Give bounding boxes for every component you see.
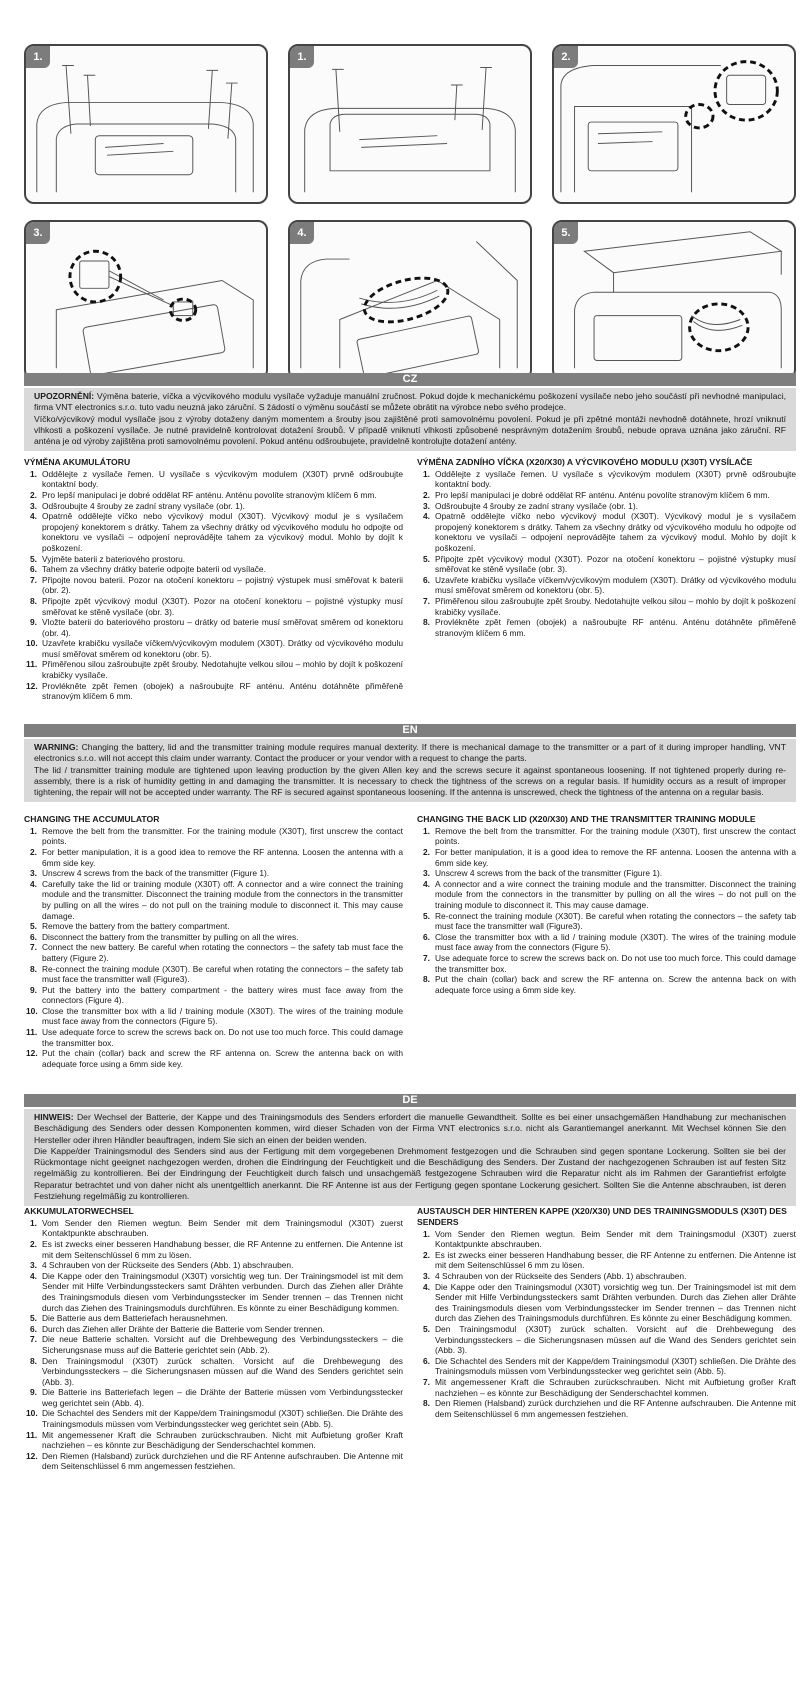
step-item — [24, 681, 403, 702]
step-item — [417, 1398, 796, 1419]
figure-2-drawing — [554, 46, 794, 202]
step-number: 4. — [30, 1270, 37, 1281]
step-number: 8. — [423, 1398, 430, 1409]
step-item — [24, 501, 403, 512]
step-text: Vom Sender den Riemen wegtun. Beim Sender mit dem Trainingsmodul (X30T) zuerst Kontaktpunkte abschrauben. — [42, 1217, 403, 1239]
step-item — [417, 575, 796, 596]
step-item — [24, 921, 403, 932]
figure-3 — [24, 220, 268, 380]
step-number: 7. — [30, 942, 37, 953]
figure-4 — [288, 220, 532, 380]
step-item — [24, 554, 403, 565]
step-number: 1. — [30, 825, 37, 836]
step-number: 8. — [30, 1355, 37, 1366]
step-item — [24, 1408, 403, 1429]
step-item — [417, 932, 796, 953]
step-item — [24, 596, 403, 617]
steps-list — [417, 469, 796, 639]
step-item — [417, 511, 796, 553]
column-heading: AUSTAUSCH DER HINTEREN KAPPE (X20/X30) UND DES TRAININGSMODULS (X30T) DES SENDERS — [417, 1206, 787, 1227]
step-number: 8. — [423, 617, 430, 628]
step-item — [417, 1324, 796, 1356]
step-text: Den Trainingsmodul (X30T) zurück schalten. Vorsicht auf die Drehbewegung des Verbindungssteckers – die Sicherungsnasen müssen auf die Wand des Senders gerichtet sein (Abb. 3). — [42, 1355, 403, 1387]
step-number: 10. — [26, 1408, 38, 1419]
figure-number: 1. — [26, 46, 50, 68]
step-number: 4. — [423, 878, 430, 889]
step-item — [24, 1027, 403, 1048]
step-item — [417, 469, 796, 490]
step-text: Die Kappe oder den Trainingsmodul (X30T) vorsichtig weg tun. Der Trainingsmodel ist mit dem Sender mit Hilfe Verbindungssteckers samt Drähten verbunden. Durch das Ziehen aller Drähte des Trainingsmoduls diesen vom Verbindungsstecker im Sender trennen – das Trennen nicht durch das Ziehen des Trainingsmoduls durchführen. Es könnte zu einer Beschädigung kommen. — [42, 1270, 403, 1313]
step-item — [417, 554, 796, 575]
step-text: Remove the belt from the transmitter. For the training module (X30T), first unscrew the contact points. — [435, 825, 796, 847]
step-number: 8. — [30, 963, 37, 974]
step-text: Die neue Batterie schalten. Vorsicht auf die Drehbewegung des Verbindungssteckers – die Sicherungsnase muss auf die Batterie gerichtet sein (Abb. 2). — [42, 1334, 403, 1355]
step-number: 5. — [423, 553, 430, 564]
step-item — [417, 868, 796, 879]
step-number: 1. — [423, 825, 430, 836]
steps-list — [24, 469, 403, 702]
column-right — [417, 457, 796, 702]
step-number: 2. — [30, 489, 37, 500]
step-text: Pro lepší manipulaci je dobré oddělat RF anténu. Anténu povolíte stranovým klíčem 6 mm. — [435, 489, 770, 500]
step-number: 2. — [423, 1249, 430, 1260]
step-item — [24, 1387, 403, 1408]
step-text: Re-connect the training module (X30T). Be careful when rotating the connectors – the safety tab must face the transmitter wall (Figure3). — [42, 963, 403, 985]
step-number: 9. — [30, 617, 37, 628]
warning-paragraph — [34, 391, 786, 414]
figure-1b-drawing — [290, 46, 530, 202]
step-item — [24, 490, 403, 501]
step-text: Tahem za všechny drátky baterie odpojte baterii od vysílače. — [42, 564, 266, 575]
step-number: 3. — [423, 500, 430, 511]
step-text: Re-connect the training module (X30T). Be careful when rotating the connectors – the safety tab must face the transmitter wall (Figure3). — [435, 910, 796, 932]
step-number: 5. — [30, 921, 37, 932]
step-item — [24, 638, 403, 659]
column-left — [24, 1206, 403, 1472]
step-text: Die Batterie aus dem Batteriefach herausnehmen. — [42, 1313, 228, 1324]
column-left — [24, 457, 403, 702]
step-item — [24, 659, 403, 680]
step-text: Připojte novou baterii. Pozor na otočení konektoru – pojistný výstupek musí směřovat k baterii (obr. 2). — [42, 574, 403, 596]
step-item — [24, 1430, 403, 1451]
step-item — [24, 617, 403, 638]
step-item — [24, 1356, 403, 1388]
step-item — [24, 826, 403, 847]
step-text: Es ist zwecks einer besseren Handhabung besser, die RF Antenne zu entfernen. Die Antenne ist mit dem Seitenschlüssel 6 mm zu lösen. — [42, 1238, 403, 1260]
step-item — [24, 1334, 403, 1355]
step-number: 6. — [30, 1323, 37, 1334]
step-number: 2. — [30, 846, 37, 857]
step-item — [24, 1451, 403, 1472]
step-text: Put the chain (collar) back and screw the RF antenna on. Screw the antenna back on with adequate force using a 6mm side key. — [435, 974, 796, 995]
step-text: Přiměřenou silou zašroubujte zpět šrouby. Nedotahujte velkou silou – mohlo by dojít k poškození krabičky vysílače. — [42, 659, 403, 681]
step-item — [417, 953, 796, 974]
step-text: Den Riemen (Halsband) zurück durchziehen und die RF Antenne aufschrauben. Die Antenne mit dem Seitenschlüssel 6 mm angemessen festziehen. — [42, 1450, 403, 1472]
warning-paragraph — [34, 742, 786, 765]
step-item — [24, 847, 403, 868]
step-number: 5. — [423, 1323, 430, 1334]
step-text: Opatrně oddělejte víčko nebo výcvikový modul (X30T). Výcvikový modul je s vysílačem propojený konektorem s drátky. Tahem za všechny drátky od výcvikového modulu ho odpojte od konektoru ve vysílači – odpojení neprovádějte tahem za výcvikový modul. Mohlo by dojít k poškození. — [435, 511, 796, 553]
step-number: 12. — [26, 1450, 38, 1461]
step-item — [417, 501, 796, 512]
step-number: 3. — [30, 500, 37, 511]
steps-list — [24, 826, 403, 1070]
step-number: 3. — [30, 1260, 37, 1271]
step-text: Put the battery into the battery compartment - the battery wires must face away from the connectors (Figure 4). — [42, 984, 403, 1006]
step-item — [417, 1250, 796, 1271]
step-item — [24, 1271, 403, 1313]
step-number: 12. — [26, 680, 38, 691]
step-text: Provlékněte zpět řemen (obojek) a našroubujte RF anténu. Anténu dotáhněte přiměřeně stranovým klíčem 6 mm. — [435, 617, 796, 638]
step-number: 11. — [26, 1027, 38, 1038]
figure-1a — [24, 44, 268, 204]
step-item — [24, 1048, 403, 1069]
figure-grid — [24, 44, 796, 380]
figure-number: 5. — [554, 222, 578, 244]
step-number: 4. — [423, 511, 430, 522]
step-number: 6. — [423, 931, 430, 942]
step-text: Connect the new battery. Be careful when rotating the connectors – the safety tab must face the battery (Figure 2). — [42, 942, 403, 963]
warning-text: Der Wechsel der Batterie, der Kappe und des Trainingsmoduls des Senders erfordert die manuelle Gewandtheit. Sollte es bei einer unsachgemäßen Handhabung zur mechanischen Beschädigung des Senders oder dessen Komponenten kommen, wird dieser Schaden von der Firma VNT electronics s.r.o. nicht als Garantiemangel anerkannt. Mit Wechsel können Sie den Hersteller oder ihren Händler beauftragen, indem Sie sich an einen der beiden wenden. — [34, 1112, 787, 1145]
figure-3-drawing — [26, 222, 266, 378]
step-number: 1. — [30, 1217, 37, 1228]
step-text: Remove the battery from the battery compartment. — [42, 921, 230, 932]
step-text: Put the chain (collar) back and screw the RF antenna on. Screw the antenna back on with adequate force using a 6mm side key. — [42, 1048, 403, 1069]
step-number: 10. — [26, 638, 38, 649]
warning-paragraph: The lid / transmitter training module are tightened upon leaving production by the given Allen key and the screws secure it against spontaneous loosening. If not tightened properly during re-assembly, there is a risk of humidity getting in and damaging the transmitter. It is necessary to check the tightness of the screws on a regular basis. If humidity occurs as a result of improper tightening, the repair will not be accepted under warranty. The RF is secured against spontaneous loosening. If the antenna is unscrewed, check the tightness of the antenna on a regular basis. — [34, 764, 786, 798]
step-number: 3. — [30, 868, 37, 879]
warning-lead: UPOZORNĚNÍ: — [34, 391, 95, 401]
step-text: Mit angemessener Kraft die Schrauben zurückschrauben. Nicht mit Aufbietung großer Kraft nachziehen – es könnte zur Beschädigung der Senderschachtel kommen. — [435, 1376, 796, 1398]
step-number: 11. — [26, 659, 38, 670]
step-number: 7. — [30, 574, 37, 585]
column-heading: CHANGING THE ACCUMULATOR — [24, 814, 160, 824]
step-number: 4. — [30, 878, 37, 889]
step-number: 10. — [26, 1005, 38, 1016]
section-label-cz: CZ — [24, 373, 796, 386]
step-number: 5. — [30, 1313, 37, 1324]
step-number: 12. — [26, 1048, 38, 1059]
step-number: 3. — [423, 868, 430, 879]
step-text: Odšroubujte 4 šrouby ze zadní strany vysílače (obr. 1). — [435, 500, 638, 511]
step-text: Close the transmitter box with a lid / training module (X30T). The wires of the training module must face away from the connectors (Figure 5). — [435, 931, 796, 953]
instructions-de — [24, 1206, 796, 1472]
column-left — [24, 814, 403, 1069]
warning-paragraph: Die Kappe/der Trainingsmodul des Senders sind aus der Fertigung mit dem vorgegebenen Drehmoment festgezogen und die Schrauben sind gegen spontane Lockerung. Sollten sie bei der Rückmontage nicht geeignet nachgezogen werden, drohen die Eindringung der Feuchtigkeit und die Beschädigung des Senders. Der Zustand der nachgezogenen Schrauben ist auf festen Sitz regelmäßig zu kontrollieren. Bei der Eindringung der Feuchtigkeit durch falsch und unsachgemäß festgezogene Schrauben wird die Reparatur nicht als im Rahmen der Garantiefrist erfolgte Reparatur betrachtet und von daher nicht als unentgeltlich anerkannt. Die RF Antenne ist aus der Fertigung gegen spontane Lockerung gesichert. Sollten Sie die Antenne abschrauben, ist deren Festziehung regelmäßig zu kontrollieren. — [34, 1145, 786, 1202]
steps-list — [24, 1218, 403, 1472]
step-text: A connector and a wire connect the training module and the transmitter. Disconnect the training module from the connectors in the transmitter by pulling on all the wires – do not pull on the training module to disconnect it. This may cause damage. — [435, 878, 796, 910]
step-number: 1. — [423, 1228, 430, 1239]
step-text: Unscrew 4 screws from the back of the transmitter (Figure 1). — [42, 868, 270, 879]
figure-1a-drawing — [26, 46, 266, 202]
step-text: Remove the belt from the transmitter. For the training module (X30T), first unscrew the contact points. — [42, 825, 403, 847]
step-text: Uzavřete krabičku vysílače víčkem/výcvikovým modulem (X30T). Drátky od výcvikového modulu musí směřovat směrem od konektoru (obr. 5). — [435, 574, 796, 596]
step-number: 7. — [423, 952, 430, 963]
step-item — [417, 490, 796, 501]
warning-lead: WARNING: — [34, 742, 79, 752]
step-text: Připojte zpět výcvikový modul (X30T). Pozor na otočení konektoru – pojistné výstupky musí směřovat ke stěně vysílače (obr. 3). — [42, 595, 403, 617]
column-right — [417, 814, 796, 1069]
step-text: Den Riemen (Halsband) zurück durchziehen und die RF Antenne aufschrauben. Die Antenne mit dem Seitenschlüssel 6 mm angemessen festziehen. — [435, 1398, 796, 1419]
step-number: 2. — [423, 489, 430, 500]
step-item — [24, 868, 403, 879]
step-text: Die Batterie ins Batteriefach legen – die Drähte der Batterie müssen vom Verbindungsstecker weg gerichtet sein (Abb. 4). — [42, 1387, 403, 1408]
step-item — [24, 1324, 403, 1335]
step-text: Die Schachtel des Senders mit der Kappe/dem Trainingsmodul (X30T) schließen. Die Drähte des Trainingsmoduls müssen vom Verbindungsstecker weg gerichtet sein (Abb. 5). — [42, 1408, 403, 1430]
step-number: 4. — [423, 1281, 430, 1292]
step-number: 1. — [423, 468, 430, 479]
step-text: Die Kappe oder den Trainingsmodul (X30T) vorsichtig weg tun. Der Trainingsmodel ist mit dem Sender mit Hilfe Verbindungssteckers samt Drähten verbunden. Durch das Ziehen aller Drähte des Trainingsmoduls diesen vom Verbindungsstecker im Sender trennen – das Trennen nicht durch das Ziehen des Trainingsmoduls durchführen. Es könnte zu einer Beschädigung kommen. — [435, 1281, 796, 1324]
step-item — [417, 596, 796, 617]
warning-box-en — [24, 739, 796, 802]
step-number: 6. — [30, 564, 37, 575]
step-text: Provlékněte zpět řemen (obojek) a našroubujte RF anténu. Anténu dotáhněte přiměřeně stranovým klíčem 6 mm. — [42, 680, 403, 702]
warning-lead: HINWEIS: — [34, 1112, 74, 1122]
section-label-en: EN — [24, 724, 796, 737]
column-right — [417, 1206, 796, 1472]
step-number: 5. — [423, 910, 430, 921]
column-heading: CHANGING THE BACK LID (X20/X30) AND THE TRANSMITTER TRAINING MODULE — [417, 814, 756, 824]
step-item — [24, 469, 403, 490]
figure-2 — [552, 44, 796, 204]
step-text: 4 Schrauben von der Rückseite des Senders (Abb. 1) abschrauben. — [435, 1270, 687, 1281]
step-text: Use adequate force to screw the screws back on. Do not use too much force. This could damage the transmitter box. — [435, 952, 796, 974]
step-item — [24, 879, 403, 921]
figure-5-drawing — [554, 222, 794, 378]
step-item — [24, 564, 403, 575]
step-item — [417, 1356, 796, 1377]
step-number: 4. — [30, 511, 37, 522]
section-label-de: DE — [24, 1094, 796, 1107]
step-text: For better manipulation, it is a good idea to remove the RF antenna. Loosen the antenna with a 6mm side key. — [42, 846, 403, 868]
step-item — [417, 879, 796, 911]
figure-number: 3. — [26, 222, 50, 244]
step-text: Pro lepší manipulaci je dobré oddělat RF anténu. Anténu povolíte stranovým klíčem 6 mm. — [42, 489, 377, 500]
figure-number: 2. — [554, 46, 578, 68]
step-text: Připojte zpět výcvikový modul (X30T). Pozor na otočení konektoru – pojistné výstupky musí směřovat ke stěně vysílače (obr. 3). — [435, 553, 796, 575]
step-text: Es ist zwecks einer besseren Handhabung besser, die RF Antenne zu entfernen. Die Antenne ist mit dem Seitenschlüssel 6 mm zu lösen. — [435, 1249, 796, 1271]
step-number: 5. — [30, 553, 37, 564]
step-item — [24, 1006, 403, 1027]
column-heading: VÝMĚNA ZADNÍHO VÍČKA (X20/X30) A VÝCVIKOVÉHO MODULU (X30T) VYSÍLAČE — [417, 457, 753, 467]
warning-text: Changing the battery, lid and the transmitter training module requires manual dexterity. If there is mechanical damage to the transmitter or a part of it during improper handling, VNT electronics s.r.o. will not accept this claim under warranty. Contact the producer or your vendor with a request to change the parts. — [34, 742, 787, 764]
step-text: Vložte baterii do bateriového prostoru – drátky od baterie musí směřovat směrem od konektoru (obr. 4). — [42, 617, 403, 638]
step-number: 1. — [30, 468, 37, 479]
step-text: Die Schachtel des Senders mit der Kappe/dem Trainingsmodul (X30T) schließen. Die Drähte des Trainingsmoduls müssen vom Verbindungsstecker weg gerichtet sein (Abb. 5). — [435, 1355, 796, 1377]
figure-5 — [552, 220, 796, 380]
step-number: 7. — [423, 595, 430, 606]
step-number: 9. — [30, 984, 37, 995]
warning-text: Výměna baterie, víčka a výcvikového modulu vysílače vyžaduje manuální zručnost. Pokud dojde k mechanickému poškození vysílače nebo jeho součástí při nevhodné manipulaci, firma VNT electronics s.r.o. tuto vadu neuzná jako záruční. S žádostí o výměnu součástí se můžete obrátit na výrobce nebo svého prodejce. — [34, 391, 786, 413]
step-item — [417, 974, 796, 995]
step-text: Vom Sender den Riemen wegtun. Beim Sender mit dem Trainingsmodul (X30T) zuerst Kontaktpunkte abschrauben. — [435, 1228, 796, 1250]
step-number: 3. — [423, 1270, 430, 1281]
step-text: Přiměřenou silou zašroubujte zpět šrouby. Nedotahujte velkou silou – mohlo by dojít k poškození krabičky vysílače. — [435, 595, 796, 617]
step-item — [417, 847, 796, 868]
figure-1b — [288, 44, 532, 204]
step-number: 6. — [30, 931, 37, 942]
warning-box-cz — [24, 388, 796, 451]
step-text: Disconnect the battery from the transmitter by pulling on all the wires. — [42, 931, 299, 942]
step-number: 8. — [30, 595, 37, 606]
instructions-en — [24, 814, 796, 1069]
step-item — [417, 826, 796, 847]
warning-paragraph: Víčko/výcvikový modul vysílače jsou z výroby dotaženy daným momentem a šrouby jsou zajištěné proti samovolnému povolení. Pokud je při zpětné montáži nevhodně dotáhnete, hrozí vniknutí vlhkosti a poškození vysílače. Je nutné pravidelně kontrolovat dotažení šroubů. V případě vniknutí vlhkosti způsobené nesprávným dotažením šroubů, nebude oprava uznána jako záruční. RF anténa je od výroby zajištěna proti samovolnému povolení. Pokud anténu odšroubujete, pravidelně kontrolujte dotažení antény. — [34, 413, 786, 447]
steps-list — [417, 1229, 796, 1420]
step-item — [24, 942, 403, 963]
step-item — [24, 1313, 403, 1324]
step-item — [417, 617, 796, 638]
step-item — [24, 1260, 403, 1271]
step-number: 11. — [26, 1429, 38, 1440]
step-number: 9. — [30, 1387, 37, 1398]
step-number: 8. — [423, 974, 430, 985]
step-text: Unscrew 4 screws from the back of the transmitter (Figure 1). — [435, 868, 663, 879]
figure-number: 4. — [290, 222, 314, 244]
step-text: 4 Schrauben von der Rückseite des Senders (Abb. 1) abschrauben. — [42, 1260, 294, 1271]
step-number: 2. — [30, 1238, 37, 1249]
step-item — [24, 932, 403, 943]
step-item — [417, 1271, 796, 1282]
step-text: For better manipulation, it is a good idea to remove the RF antenna. Loosen the antenna with a 6mm side key. — [435, 846, 796, 868]
warning-paragraph — [34, 1112, 786, 1146]
step-text: Oddělejte z vysílače řemen. U vysílače s výcvikovým modulem (X30T) prvně odšroubujte kontaktní body. — [435, 468, 796, 490]
step-text: Opatrně oddělejte víčko nebo výcvikový modul (X30T). Výcvikový modul je s vysílačem propojený konektorem s drátky. Tahem za všechny drátky od výcvikového modulu ho odpojte od konektoru ve vysílači – odpojení neprovádějte tahem za výcvikový modul. Mohlo by dojít k poškození. — [42, 511, 403, 553]
figure-4-drawing — [290, 222, 530, 378]
instructions-cz — [24, 457, 796, 702]
step-text: Durch das Ziehen aller Drähte der Batterie die Batterie vom Sender trennen. — [42, 1323, 325, 1334]
step-item — [417, 1282, 796, 1324]
step-item — [24, 964, 403, 985]
step-text: Oddělejte z vysílače řemen. U vysílače s výcvikovým modulem (X30T) prvně odšroubujte kontaktní body. — [42, 468, 403, 490]
step-item — [24, 1239, 403, 1260]
step-number: 2. — [423, 846, 430, 857]
step-text: Uzavřete krabičku vysílače víčkem/výcvikovým modulem (X30T). Drátky od výcvikového modulu musí směřovat směrem od konektoru (obr. 5). — [42, 638, 403, 659]
step-number: 7. — [423, 1376, 430, 1387]
step-text: Vyjměte baterii z bateriového prostoru. — [42, 553, 186, 564]
step-item — [417, 911, 796, 932]
warning-box-de — [24, 1109, 796, 1206]
step-text: Mit angemessener Kraft die Schrauben zurückschrauben. Nicht mit Aufbietung großer Kraft nachziehen – es könnte zur Beschädigung der Senderschachtel kommen. — [42, 1429, 403, 1451]
column-heading: VÝMĚNA AKUMULÁTORU — [24, 457, 131, 467]
steps-list — [417, 826, 796, 996]
step-text: Close the transmitter box with a lid / training module (X30T). The wires of the training module must face away from the connectors (Figure 5). — [42, 1005, 403, 1027]
step-item — [24, 1218, 403, 1239]
step-text: Carefully take the lid or training module (X30T) off. A connector and a wire connect the training module and the transmitter. Disconnect the training module from the connectors in the transmitter by pulling on all the wires – do not pull on the training module to disconnect it. This may cause damage. — [42, 878, 403, 921]
step-item — [24, 511, 403, 553]
step-number: 7. — [30, 1334, 37, 1345]
figure-number: 1. — [290, 46, 314, 68]
step-item — [417, 1229, 796, 1250]
step-item — [417, 1377, 796, 1398]
step-number: 6. — [423, 1355, 430, 1366]
step-text: Den Trainingsmodul (X30T) zurück schalten. Vorsicht auf die Drehbewegung des Verbindungssteckers – die Sicherungsnasen müssen auf die Wand des Senders gerichtet sein (Abb. 3). — [435, 1323, 796, 1356]
step-number: 6. — [423, 574, 430, 585]
step-item — [24, 985, 403, 1006]
step-text: Use adequate force to screw the screws back on. Do not use too much force. This could damage the transmitter box. — [42, 1027, 403, 1048]
step-text: Odšroubujte 4 šrouby ze zadní strany vysílače (obr. 1). — [42, 500, 245, 511]
column-heading: AKKUMULATORWECHSEL — [24, 1206, 134, 1216]
step-item — [24, 575, 403, 596]
